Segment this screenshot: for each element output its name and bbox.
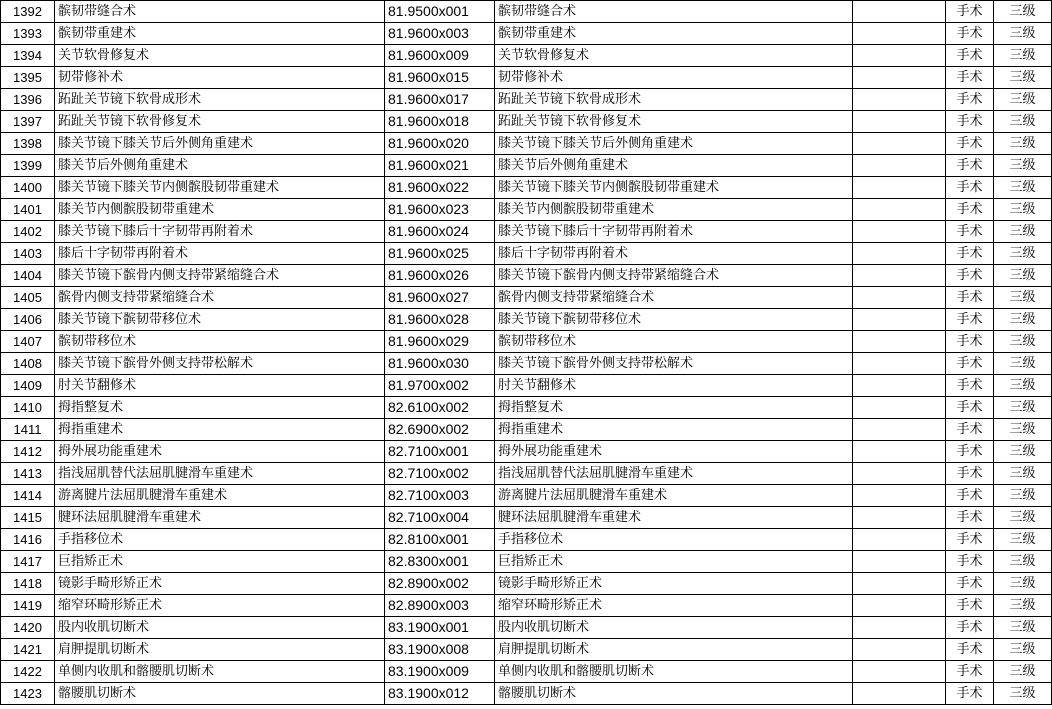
procedure-name-repeat-cell: 跖趾关节镜下软骨成形术 [495, 89, 853, 111]
procedure-name-cell: 巨指矫正术 [55, 551, 385, 573]
table-row [1, 463, 1052, 485]
procedure-name-repeat-cell: 肩胛提肌切断术 [495, 639, 853, 661]
procedure-name-cell: 髂腰肌切断术 [55, 683, 385, 705]
procedure-code-cell: 81.9600x030 [385, 353, 495, 375]
procedure-code-cell: 82.7100x002 [385, 463, 495, 485]
row-number-cell: 1398 [1, 133, 55, 155]
table-row [1, 441, 1052, 463]
row-number-cell: 1396 [1, 89, 55, 111]
category-cell: 手术 [946, 133, 994, 155]
level-cell: 三级 [994, 551, 1052, 573]
blank-cell [853, 595, 946, 617]
procedure-name-repeat-cell: 腱环法屈肌腱滑车重建术 [495, 507, 853, 529]
row-number-cell: 1399 [1, 155, 55, 177]
procedure-code-cell: 82.8300x001 [385, 551, 495, 573]
blank-cell [853, 397, 946, 419]
table-row [1, 243, 1052, 265]
procedure-code-cell: 81.9600x024 [385, 221, 495, 243]
procedure-code-cell: 81.9600x026 [385, 265, 495, 287]
category-cell: 手术 [946, 617, 994, 639]
procedure-name-repeat-cell: 拇指重建术 [495, 419, 853, 441]
row-number-cell: 1423 [1, 683, 55, 705]
blank-cell [853, 617, 946, 639]
table-row [1, 551, 1052, 573]
blank-cell [853, 463, 946, 485]
level-cell: 三级 [994, 243, 1052, 265]
procedure-name-cell: 跖趾关节镜下软骨成形术 [55, 89, 385, 111]
procedure-code-cell: 81.9600x021 [385, 155, 495, 177]
procedure-name-cell: 膝后十字韧带再附着术 [55, 243, 385, 265]
blank-cell [853, 155, 946, 177]
table-row [1, 111, 1052, 133]
row-number-cell: 1408 [1, 353, 55, 375]
category-cell: 手术 [946, 507, 994, 529]
blank-cell [853, 1, 946, 23]
procedure-name-cell: 拇外展功能重建术 [55, 441, 385, 463]
procedure-code-cell: 81.9700x002 [385, 375, 495, 397]
blank-cell [853, 507, 946, 529]
procedure-code-cell: 81.9600x015 [385, 67, 495, 89]
table-row [1, 419, 1052, 441]
procedure-name-cell: 游离腱片法屈肌腱滑车重建术 [55, 485, 385, 507]
category-cell: 手术 [946, 111, 994, 133]
table-row [1, 507, 1052, 529]
procedure-name-cell: 肘关节翻修术 [55, 375, 385, 397]
blank-cell [853, 199, 946, 221]
row-number-cell: 1404 [1, 265, 55, 287]
category-cell: 手术 [946, 1, 994, 23]
category-cell: 手术 [946, 67, 994, 89]
procedure-name-repeat-cell: 膝关节后外侧角重建术 [495, 155, 853, 177]
procedure-name-repeat-cell: 膝后十字韧带再附着术 [495, 243, 853, 265]
category-cell: 手术 [946, 397, 994, 419]
level-cell: 三级 [994, 463, 1052, 485]
table-row [1, 661, 1052, 683]
category-cell: 手术 [946, 45, 994, 67]
procedure-name-cell: 膝关节镜下髌韧带移位术 [55, 309, 385, 331]
category-cell: 手术 [946, 265, 994, 287]
row-number-cell: 1411 [1, 419, 55, 441]
procedure-code-cell: 81.9600x028 [385, 309, 495, 331]
table-row [1, 67, 1052, 89]
blank-cell [853, 353, 946, 375]
procedure-name-cell: 膝关节镜下膝关节内侧髌股韧带重建术 [55, 177, 385, 199]
procedure-name-repeat-cell: 镜影手畸形矫正术 [495, 573, 853, 595]
procedure-name-repeat-cell: 膝关节镜下膝关节后外侧角重建术 [495, 133, 853, 155]
procedure-code-cell: 82.7100x004 [385, 507, 495, 529]
row-number-cell: 1409 [1, 375, 55, 397]
procedure-code-cell: 81.9600x023 [385, 199, 495, 221]
procedure-name-cell: 股内收肌切断术 [55, 617, 385, 639]
table-row [1, 573, 1052, 595]
row-number-cell: 1407 [1, 331, 55, 353]
table-row [1, 23, 1052, 45]
table-row [1, 221, 1052, 243]
table-row [1, 199, 1052, 221]
blank-cell [853, 683, 946, 705]
row-number-cell: 1413 [1, 463, 55, 485]
level-cell: 三级 [994, 221, 1052, 243]
procedure-name-cell: 手指移位术 [55, 529, 385, 551]
procedure-name-cell: 腱环法屈肌腱滑车重建术 [55, 507, 385, 529]
blank-cell [853, 309, 946, 331]
procedure-name-repeat-cell: 膝关节镜下髌骨内侧支持带紧缩缝合术 [495, 265, 853, 287]
table-row [1, 595, 1052, 617]
category-cell: 手术 [946, 287, 994, 309]
blank-cell [853, 221, 946, 243]
procedure-name-repeat-cell: 巨指矫正术 [495, 551, 853, 573]
category-cell: 手术 [946, 485, 994, 507]
category-cell: 手术 [946, 551, 994, 573]
category-cell: 手术 [946, 375, 994, 397]
procedure-code-cell: 83.1900x009 [385, 661, 495, 683]
table-row [1, 89, 1052, 111]
procedure-name-repeat-cell: 关节软骨修复术 [495, 45, 853, 67]
table-row [1, 529, 1052, 551]
blank-cell [853, 551, 946, 573]
procedure-name-repeat-cell: 髌韧带重建术 [495, 23, 853, 45]
level-cell: 三级 [994, 595, 1052, 617]
category-cell: 手术 [946, 661, 994, 683]
procedure-name-cell: 髌骨内侧支持带紧缩缝合术 [55, 287, 385, 309]
procedure-code-cell: 82.7100x003 [385, 485, 495, 507]
table-row [1, 353, 1052, 375]
row-number-cell: 1417 [1, 551, 55, 573]
procedure-name-repeat-cell: 拇指整复术 [495, 397, 853, 419]
table-row [1, 45, 1052, 67]
table-row [1, 639, 1052, 661]
table-row [1, 1, 1052, 23]
procedure-name-repeat-cell: 手指移位术 [495, 529, 853, 551]
blank-cell [853, 529, 946, 551]
level-cell: 三级 [994, 441, 1052, 463]
blank-cell [853, 419, 946, 441]
procedure-code-cell: 81.9600x003 [385, 23, 495, 45]
blank-cell [853, 67, 946, 89]
procedure-code-cell: 81.9600x029 [385, 331, 495, 353]
category-cell: 手术 [946, 221, 994, 243]
blank-cell [853, 287, 946, 309]
table-row [1, 375, 1052, 397]
procedure-name-repeat-cell: 单侧内收肌和髂腰肌切断术 [495, 661, 853, 683]
procedure-code-cell: 83.1900x008 [385, 639, 495, 661]
row-number-cell: 1405 [1, 287, 55, 309]
table-row [1, 397, 1052, 419]
procedure-code-cell: 81.9500x001 [385, 1, 495, 23]
procedure-name-repeat-cell: 指浅屈肌替代法屈肌腱滑车重建术 [495, 463, 853, 485]
procedure-code-cell: 81.9600x017 [385, 89, 495, 111]
category-cell: 手术 [946, 573, 994, 595]
procedure-name-repeat-cell: 韧带修补术 [495, 67, 853, 89]
procedure-code-cell: 81.9600x018 [385, 111, 495, 133]
procedure-name-repeat-cell: 肘关节翻修术 [495, 375, 853, 397]
table-row [1, 265, 1052, 287]
blank-cell [853, 331, 946, 353]
level-cell: 三级 [994, 419, 1052, 441]
row-number-cell: 1401 [1, 199, 55, 221]
row-number-cell: 1393 [1, 23, 55, 45]
row-number-cell: 1421 [1, 639, 55, 661]
procedure-name-repeat-cell: 拇外展功能重建术 [495, 441, 853, 463]
procedure-name-repeat-cell: 膝关节镜下膝关节内侧髌股韧带重建术 [495, 177, 853, 199]
table-row [1, 133, 1052, 155]
row-number-cell: 1403 [1, 243, 55, 265]
blank-cell [853, 265, 946, 287]
procedure-name-cell: 缩窄环畸形矫正术 [55, 595, 385, 617]
procedure-name-cell: 髌韧带移位术 [55, 331, 385, 353]
row-number-cell: 1394 [1, 45, 55, 67]
procedure-name-repeat-cell: 游离腱片法屈肌腱滑车重建术 [495, 485, 853, 507]
blank-cell [853, 23, 946, 45]
category-cell: 手术 [946, 155, 994, 177]
level-cell: 三级 [994, 331, 1052, 353]
category-cell: 手术 [946, 23, 994, 45]
level-cell: 三级 [994, 397, 1052, 419]
procedure-code-cell: 81.9600x020 [385, 133, 495, 155]
table-row [1, 155, 1052, 177]
category-cell: 手术 [946, 419, 994, 441]
procedure-name-repeat-cell: 髌骨内侧支持带紧缩缝合术 [495, 287, 853, 309]
procedure-code-cell: 83.1900x012 [385, 683, 495, 705]
table-row [1, 617, 1052, 639]
procedure-name-repeat-cell: 膝关节内侧髌股韧带重建术 [495, 199, 853, 221]
category-cell: 手术 [946, 243, 994, 265]
category-cell: 手术 [946, 441, 994, 463]
procedure-name-cell: 单侧内收肌和髂腰肌切断术 [55, 661, 385, 683]
procedure-code-cell: 82.7100x001 [385, 441, 495, 463]
category-cell: 手术 [946, 89, 994, 111]
category-cell: 手术 [946, 529, 994, 551]
procedure-name-cell: 膝关节镜下膝后十字韧带再附着术 [55, 221, 385, 243]
level-cell: 三级 [994, 375, 1052, 397]
level-cell: 三级 [994, 177, 1052, 199]
level-cell: 三级 [994, 683, 1052, 705]
level-cell: 三级 [994, 617, 1052, 639]
procedure-code-cell: 81.9600x009 [385, 45, 495, 67]
procedure-name-repeat-cell: 膝关节镜下膝后十字韧带再附着术 [495, 221, 853, 243]
procedure-name-cell: 拇指重建术 [55, 419, 385, 441]
procedure-code-cell: 82.8100x001 [385, 529, 495, 551]
procedure-name-cell: 镜影手畸形矫正术 [55, 573, 385, 595]
category-cell: 手术 [946, 683, 994, 705]
row-number-cell: 1420 [1, 617, 55, 639]
blank-cell [853, 89, 946, 111]
level-cell: 三级 [994, 89, 1052, 111]
table-body [1, 1, 1052, 705]
row-number-cell: 1418 [1, 573, 55, 595]
table-row [1, 287, 1052, 309]
category-cell: 手术 [946, 353, 994, 375]
procedure-code-cell: 82.8900x003 [385, 595, 495, 617]
blank-cell [853, 639, 946, 661]
category-cell: 手术 [946, 309, 994, 331]
level-cell: 三级 [994, 155, 1052, 177]
procedure-code-cell: 82.6100x002 [385, 397, 495, 419]
procedure-name-repeat-cell: 股内收肌切断术 [495, 617, 853, 639]
row-number-cell: 1400 [1, 177, 55, 199]
row-number-cell: 1412 [1, 441, 55, 463]
level-cell: 三级 [994, 265, 1052, 287]
category-cell: 手术 [946, 639, 994, 661]
blank-cell [853, 485, 946, 507]
level-cell: 三级 [994, 67, 1052, 89]
blank-cell [853, 111, 946, 133]
procedure-code-cell: 81.9600x027 [385, 287, 495, 309]
level-cell: 三级 [994, 45, 1052, 67]
procedure-name-repeat-cell: 髌韧带移位术 [495, 331, 853, 353]
blank-cell [853, 441, 946, 463]
procedure-name-repeat-cell: 髂腰肌切断术 [495, 683, 853, 705]
row-number-cell: 1419 [1, 595, 55, 617]
level-cell: 三级 [994, 661, 1052, 683]
procedure-name-cell: 膝关节镜下髌骨内侧支持带紧缩缝合术 [55, 265, 385, 287]
table-row [1, 331, 1052, 353]
procedure-name-cell: 髌韧带重建术 [55, 23, 385, 45]
blank-cell [853, 375, 946, 397]
row-number-cell: 1415 [1, 507, 55, 529]
procedure-name-cell: 拇指整复术 [55, 397, 385, 419]
level-cell: 三级 [994, 287, 1052, 309]
level-cell: 三级 [994, 353, 1052, 375]
procedure-code-cell: 81.9600x022 [385, 177, 495, 199]
procedure-name-repeat-cell: 膝关节镜下髌韧带移位术 [495, 309, 853, 331]
procedure-name-cell: 膝关节镜下髌骨外侧支持带松解术 [55, 353, 385, 375]
category-cell: 手术 [946, 331, 994, 353]
row-number-cell: 1397 [1, 111, 55, 133]
procedure-name-cell: 关节软骨修复术 [55, 45, 385, 67]
blank-cell [853, 661, 946, 683]
blank-cell [853, 177, 946, 199]
procedure-name-cell: 指浅屈肌替代法屈肌腱滑车重建术 [55, 463, 385, 485]
procedure-name-cell: 跖趾关节镜下软骨修复术 [55, 111, 385, 133]
table-row [1, 309, 1052, 331]
level-cell: 三级 [994, 529, 1052, 551]
blank-cell [853, 243, 946, 265]
procedure-code-cell: 81.9600x025 [385, 243, 495, 265]
blank-cell [853, 133, 946, 155]
row-number-cell: 1422 [1, 661, 55, 683]
procedure-name-repeat-cell: 髌韧带缝合术 [495, 1, 853, 23]
row-number-cell: 1410 [1, 397, 55, 419]
row-number-cell: 1414 [1, 485, 55, 507]
blank-cell [853, 573, 946, 595]
level-cell: 三级 [994, 111, 1052, 133]
procedure-name-cell: 膝关节后外侧角重建术 [55, 155, 385, 177]
level-cell: 三级 [994, 573, 1052, 595]
procedure-code-cell: 83.1900x001 [385, 617, 495, 639]
level-cell: 三级 [994, 133, 1052, 155]
procedure-name-cell: 膝关节镜下膝关节后外侧角重建术 [55, 133, 385, 155]
table-row [1, 485, 1052, 507]
procedure-name-cell: 髌韧带缝合术 [55, 1, 385, 23]
procedure-name-cell: 韧带修补术 [55, 67, 385, 89]
category-cell: 手术 [946, 463, 994, 485]
level-cell: 三级 [994, 23, 1052, 45]
level-cell: 三级 [994, 1, 1052, 23]
row-number-cell: 1402 [1, 221, 55, 243]
procedure-name-repeat-cell: 膝关节镜下髌骨外侧支持带松解术 [495, 353, 853, 375]
blank-cell [853, 45, 946, 67]
procedure-name-cell: 膝关节内侧髌股韧带重建术 [55, 199, 385, 221]
procedure-code-cell: 82.6900x002 [385, 419, 495, 441]
row-number-cell: 1416 [1, 529, 55, 551]
procedure-name-repeat-cell: 缩窄环畸形矫正术 [495, 595, 853, 617]
row-number-cell: 1406 [1, 309, 55, 331]
level-cell: 三级 [994, 639, 1052, 661]
procedure-name-repeat-cell: 跖趾关节镜下软骨修复术 [495, 111, 853, 133]
level-cell: 三级 [994, 199, 1052, 221]
table-row [1, 683, 1052, 705]
procedure-name-cell: 肩胛提肌切断术 [55, 639, 385, 661]
procedure-code-cell: 82.8900x002 [385, 573, 495, 595]
row-number-cell: 1395 [1, 67, 55, 89]
category-cell: 手术 [946, 595, 994, 617]
row-number-cell: 1392 [1, 1, 55, 23]
level-cell: 三级 [994, 485, 1052, 507]
category-cell: 手术 [946, 177, 994, 199]
category-cell: 手术 [946, 199, 994, 221]
level-cell: 三级 [994, 309, 1052, 331]
level-cell: 三级 [994, 507, 1052, 529]
table-row [1, 177, 1052, 199]
